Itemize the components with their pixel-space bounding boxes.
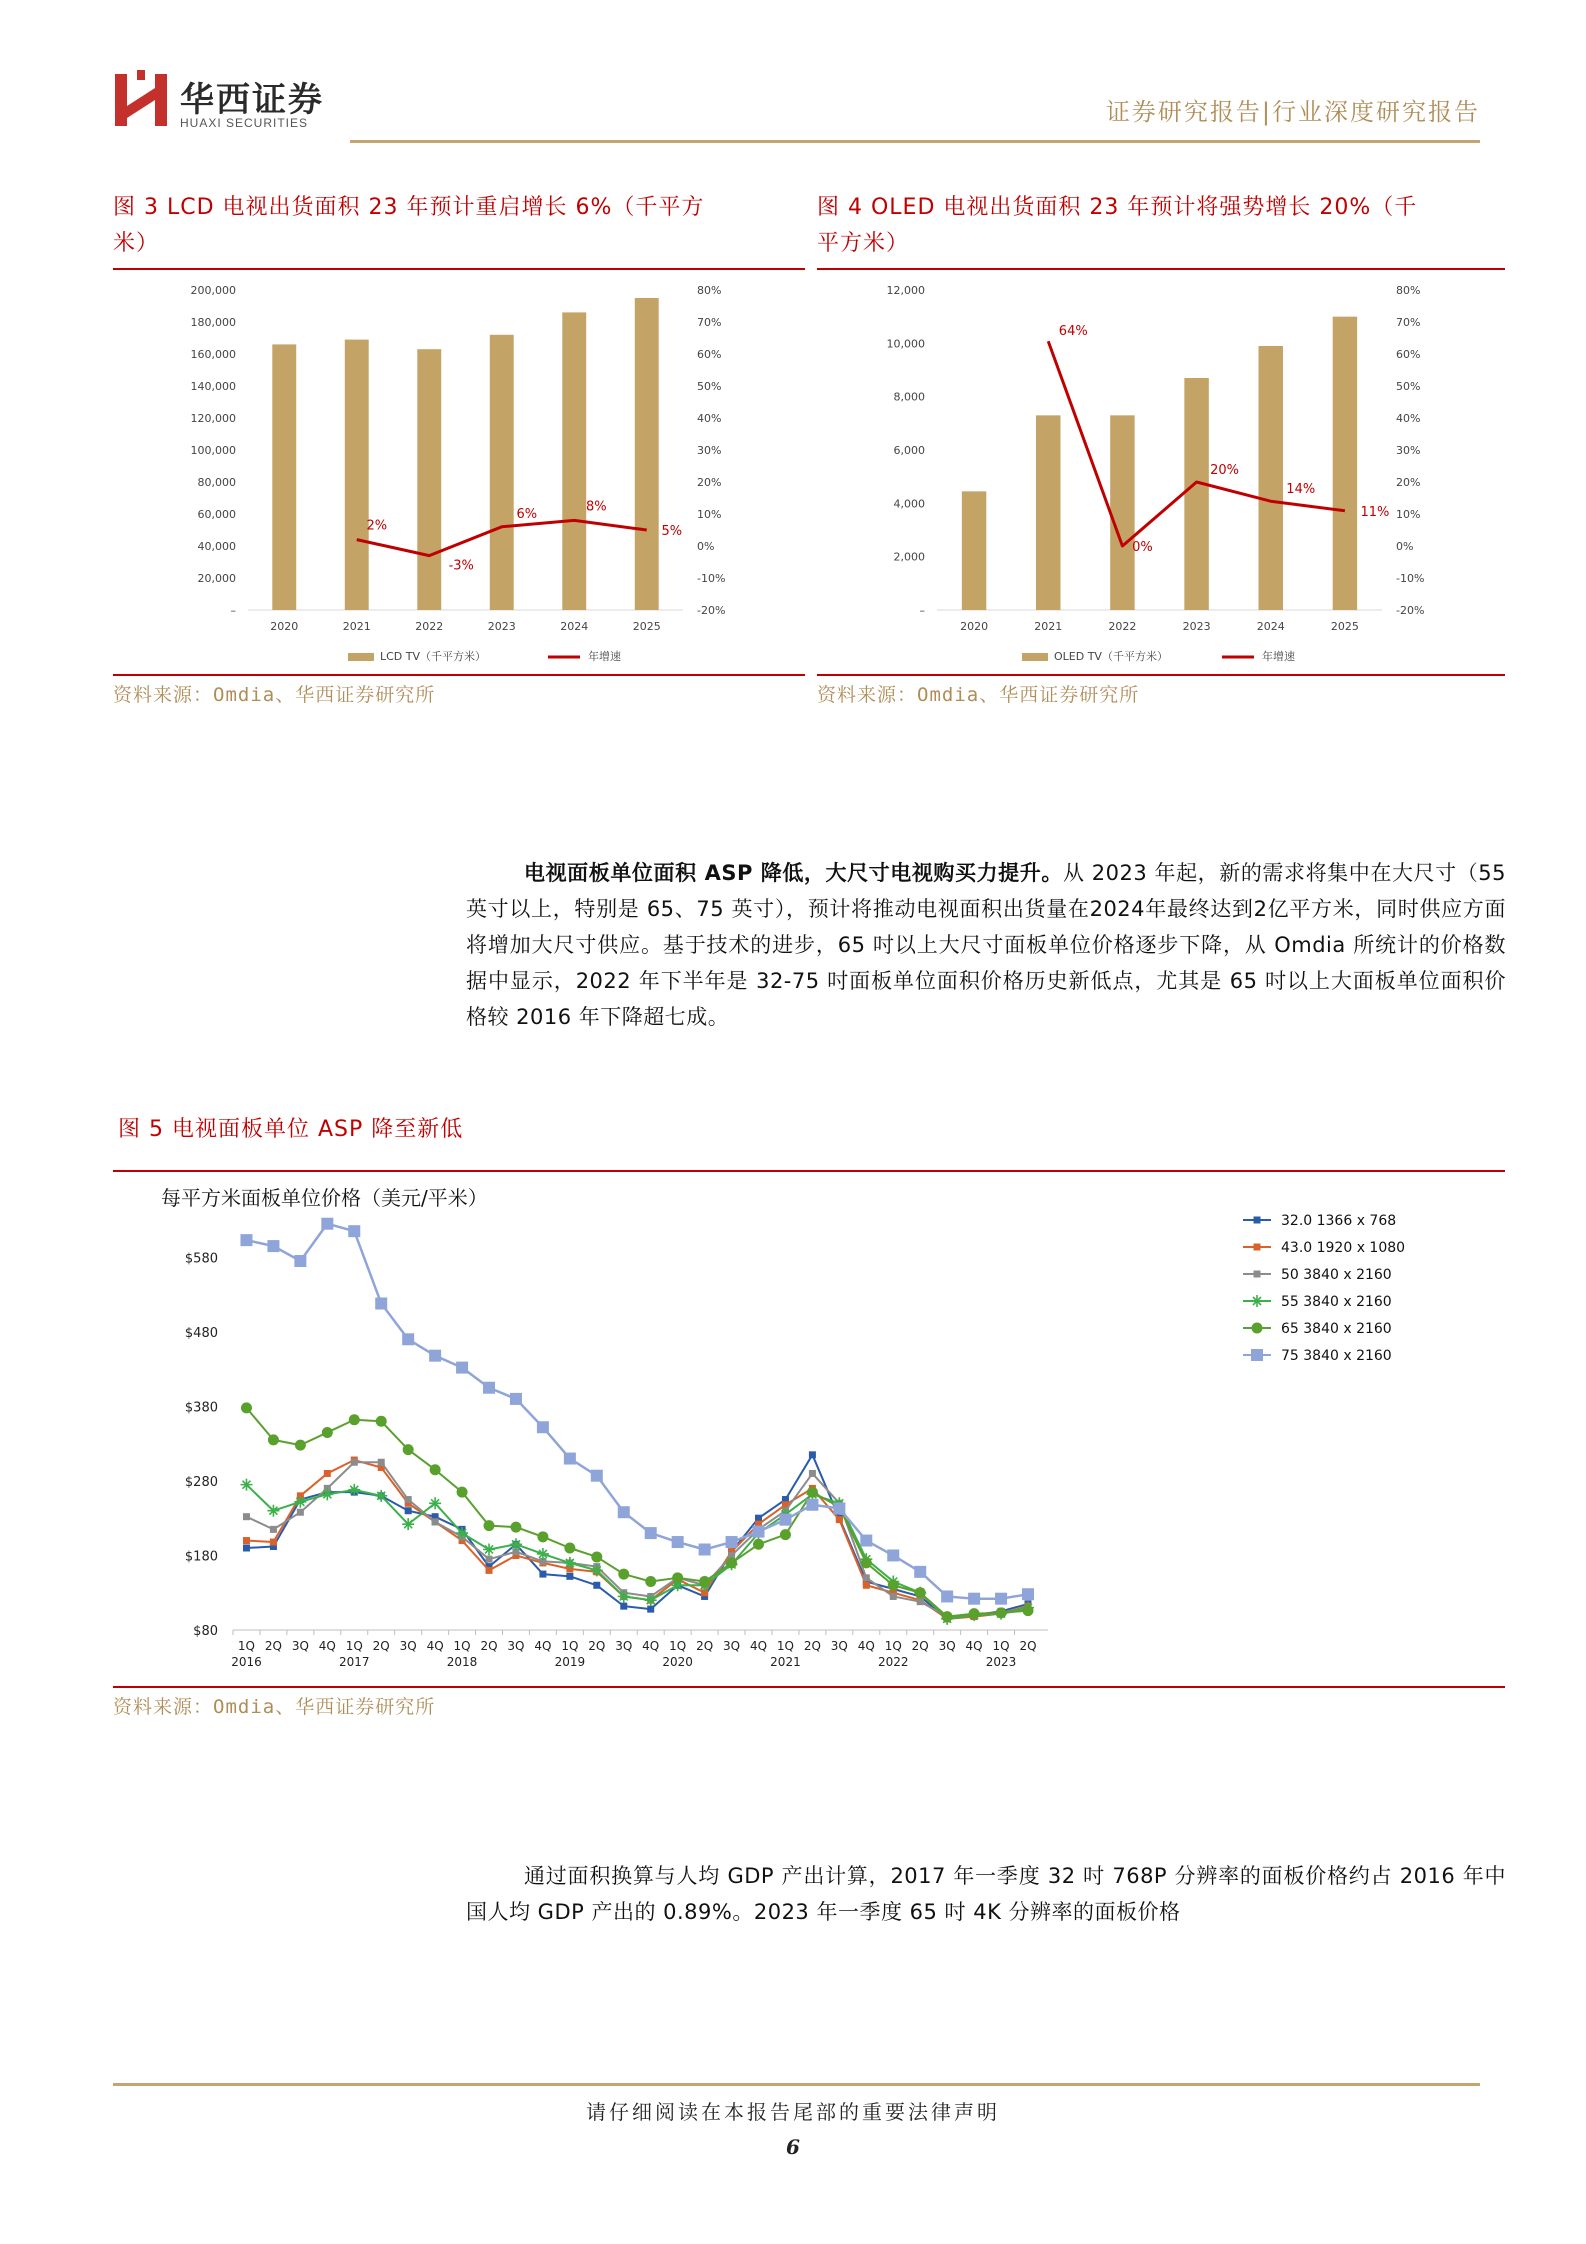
- bar: [417, 349, 441, 610]
- series-marker: [755, 1515, 762, 1522]
- y-right-tick-label: 80%: [1396, 284, 1421, 297]
- y-right-tick-label: 70%: [697, 316, 722, 329]
- y-left-tick-label: 140,000: [190, 380, 236, 393]
- series-marker: [809, 1470, 816, 1477]
- series-marker: [483, 1382, 495, 1394]
- series-marker: [888, 1580, 899, 1591]
- series-marker: [375, 1297, 387, 1309]
- x-year-label: 2023: [985, 1655, 1017, 1669]
- x-tick-label: 3Q: [723, 1639, 741, 1653]
- series-marker: [351, 1459, 358, 1466]
- series-marker: [995, 1593, 1007, 1605]
- x-tick-label: 2021: [342, 620, 371, 633]
- growth-data-label: 8%: [585, 499, 607, 515]
- legend-label: 50 3840 x 2160: [1281, 1267, 1392, 1283]
- figure3-title: [113, 190, 813, 262]
- series-line: [246, 1224, 1028, 1599]
- huaxi-logo-icon: [113, 70, 169, 130]
- x-tick-label: 3Q: [938, 1639, 956, 1653]
- y-left-tick-label: 40,000: [197, 540, 236, 553]
- page-number: 6: [786, 2135, 800, 2159]
- series-marker: [860, 1535, 872, 1547]
- series-marker: [294, 1255, 306, 1267]
- x-tick-label: 1Q: [561, 1639, 579, 1653]
- series-marker: [620, 1603, 627, 1610]
- x-tick-label: 1Q: [453, 1639, 471, 1653]
- series-marker: [591, 1470, 603, 1482]
- y-right-tick-label: 50%: [697, 380, 722, 393]
- growth-data-label: 0%: [1132, 540, 1153, 555]
- x-tick-label: 2020: [270, 620, 299, 633]
- series-marker: [403, 1444, 414, 1455]
- x-tick-label: 2Q: [264, 1639, 282, 1653]
- series-marker: [753, 1539, 764, 1550]
- y-right-tick-label: -20%: [697, 604, 726, 617]
- x-year-label: 2017: [338, 1655, 370, 1669]
- x-tick-label: 3Q: [399, 1639, 417, 1653]
- series-marker: [863, 1582, 870, 1589]
- y-right-tick-label: -20%: [1396, 604, 1425, 617]
- growth-data-label: 14%: [1286, 482, 1316, 498]
- series-marker: [593, 1582, 600, 1589]
- paragraph-asp-lead: 电视面板单位面积 ASP 降低，大尺寸电视购买力提升。: [524, 861, 1063, 885]
- y-left-tick-label: –: [919, 604, 925, 617]
- y-tick-label: $280: [184, 1474, 218, 1490]
- x-tick-label: 1Q: [992, 1639, 1010, 1653]
- series-marker: [996, 1607, 1007, 1618]
- series-marker: [1254, 1271, 1261, 1278]
- series-marker: [321, 1488, 333, 1500]
- series-marker: [270, 1526, 277, 1533]
- series-marker: [917, 1598, 924, 1605]
- asp-chart-title: 每平方米面板单位价格（美元/平米）: [161, 1186, 488, 1210]
- x-tick-label: 1Q: [345, 1639, 363, 1653]
- series-marker: [618, 1569, 629, 1580]
- x-tick-label: 2Q: [1019, 1639, 1037, 1653]
- legend-label: 65 3840 x 2160: [1281, 1321, 1392, 1337]
- x-tick-label: 2Q: [588, 1639, 606, 1653]
- legend-bar-swatch: [1022, 653, 1048, 661]
- x-tick-label: 2023: [1182, 620, 1211, 633]
- series-marker: [968, 1593, 980, 1605]
- lcd-chart: [113, 275, 805, 665]
- series-marker: [322, 1427, 333, 1438]
- series-marker: [1254, 1244, 1261, 1251]
- x-tick-label: 2Q: [372, 1639, 390, 1653]
- y-right-tick-label: 20%: [1396, 476, 1421, 489]
- series-marker: [268, 1434, 279, 1445]
- x-year-label: 2022: [877, 1655, 909, 1669]
- series-marker: [726, 1557, 737, 1568]
- series-marker: [405, 1507, 412, 1514]
- series-marker: [1254, 1217, 1261, 1224]
- bar: [1110, 415, 1134, 610]
- x-tick-label: 1Q: [669, 1639, 687, 1653]
- series-marker: [429, 1350, 441, 1362]
- series-marker: [726, 1536, 738, 1548]
- x-tick-label: 2024: [1256, 620, 1285, 633]
- series-marker: [566, 1573, 573, 1580]
- y-right-tick-label: -10%: [1396, 572, 1425, 585]
- legend-line-label: 年增速: [1262, 650, 1295, 663]
- series-marker: [915, 1587, 926, 1598]
- x-tick-label: 2022: [1108, 620, 1137, 633]
- series-marker: [486, 1567, 493, 1574]
- growth-data-label: 5%: [661, 524, 683, 539]
- y-right-tick-label: 80%: [697, 284, 722, 297]
- series-marker: [484, 1520, 495, 1531]
- figure5-bottom-rule: [113, 1686, 1505, 1688]
- growth-data-label: 6%: [516, 506, 538, 522]
- y-left-tick-label: 120,000: [190, 412, 236, 425]
- y-left-tick-label: 20,000: [197, 572, 236, 585]
- growth-data-label: 20%: [1210, 463, 1240, 478]
- growth-data-label: 2%: [366, 518, 388, 534]
- series-marker: [1252, 1323, 1263, 1334]
- series-marker: [321, 1218, 333, 1230]
- series-marker: [699, 1543, 711, 1555]
- growth-data-label: -3%: [448, 558, 474, 574]
- y-left-tick-label: 6,000: [893, 444, 925, 457]
- series-marker: [806, 1499, 818, 1511]
- series-line: [246, 1485, 1028, 1619]
- y-left-tick-label: 180,000: [190, 316, 236, 329]
- legend-label: 43.0 1920 x 1080: [1281, 1240, 1406, 1256]
- x-tick-label: 2021: [1034, 620, 1063, 633]
- bar: [272, 344, 296, 610]
- x-tick-label: 2025: [632, 620, 661, 633]
- series-marker: [914, 1566, 926, 1578]
- series-marker: [483, 1543, 495, 1555]
- figure4-title-line1: 图 4 OLED 电视出货面积 23 年预计将强势增长 20%（千: [817, 195, 1418, 220]
- y-right-tick-label: 20%: [697, 476, 722, 489]
- y-tick-label: $80: [193, 1624, 218, 1639]
- x-year-label: 2020: [662, 1655, 693, 1669]
- y-right-tick-label: 70%: [1396, 316, 1421, 329]
- y-left-tick-label: 100,000: [190, 444, 236, 457]
- x-tick-label: 3Q: [615, 1639, 633, 1653]
- series-marker: [537, 1548, 549, 1560]
- y-tick-label: $480: [184, 1325, 218, 1341]
- series-marker: [537, 1531, 548, 1542]
- series-marker: [941, 1590, 953, 1602]
- series-marker: [432, 1518, 439, 1525]
- series-marker: [295, 1440, 306, 1451]
- series-line: [246, 1408, 1028, 1617]
- figure4-bottom-rule: [817, 674, 1505, 676]
- growth-data-label: 64%: [1058, 324, 1088, 340]
- bar: [1333, 317, 1357, 610]
- logo-text-en: HUAXI SECURITIES: [180, 116, 309, 130]
- header-rule: [350, 140, 1480, 143]
- series-marker: [1251, 1295, 1263, 1307]
- series-marker: [241, 1402, 252, 1413]
- x-tick-label: 2Q: [480, 1639, 498, 1653]
- y-right-tick-label: -10%: [697, 572, 726, 585]
- series-marker: [270, 1539, 277, 1546]
- paragraph-gdp: 通过面积换算与人均 GDP 产出计算，2017 年一季度 32 吋 768P 分辨率的面板价格约占 2016 年中国人均 GDP 产出的 0.89%。2023 年一季度 65 吋 4K 分辨率的面板价格: [466, 1864, 1506, 1924]
- figure5-top-rule: [113, 1170, 1505, 1172]
- series-marker: [405, 1496, 412, 1503]
- y-right-tick-label: 50%: [1396, 380, 1421, 393]
- series-marker: [887, 1549, 899, 1561]
- legend-label: 55 3840 x 2160: [1281, 1294, 1392, 1310]
- series-marker: [780, 1529, 791, 1540]
- series-marker: [942, 1611, 953, 1622]
- y-left-tick-label: 10,000: [886, 337, 925, 351]
- series-marker: [349, 1414, 360, 1425]
- x-year-label: 2016: [231, 1655, 262, 1669]
- series-marker: [510, 1393, 522, 1405]
- series-marker: [645, 1527, 657, 1539]
- series-marker: [863, 1574, 870, 1581]
- series-marker: [647, 1606, 654, 1613]
- x-tick-label: 3Q: [830, 1639, 848, 1653]
- bar: [635, 298, 659, 610]
- series-marker: [510, 1522, 521, 1533]
- figure3-title-line2: 米）: [113, 231, 160, 256]
- x-tick-label: 4Q: [965, 1639, 983, 1653]
- series-marker: [969, 1608, 980, 1619]
- series-marker: [861, 1557, 872, 1568]
- figure3-source: 资料来源：Omdia、华西证券研究所: [113, 684, 436, 706]
- series-marker: [539, 1571, 546, 1578]
- y-left-tick-label: 2,000: [893, 550, 925, 564]
- legend-line-label: 年增速: [588, 650, 621, 663]
- series-marker: [833, 1502, 845, 1514]
- x-tick-label: 4Q: [857, 1639, 875, 1653]
- x-tick-label: 4Q: [642, 1639, 660, 1653]
- report-type: 证券研究报告|行业深度研究报告: [1105, 98, 1480, 126]
- y-right-tick-label: 60%: [697, 348, 722, 361]
- logo: [113, 70, 169, 130]
- bar: [1184, 378, 1208, 610]
- series-marker: [243, 1537, 250, 1544]
- bar: [1259, 346, 1283, 610]
- footer-rule: [113, 2083, 1480, 2086]
- x-tick-label: 4Q: [749, 1639, 768, 1653]
- series-marker: [591, 1551, 602, 1562]
- y-left-tick-label: 8,000: [893, 390, 925, 404]
- y-right-tick-label: 60%: [1396, 348, 1421, 361]
- legend-bar-label: LCD TV（千平方米）: [380, 650, 487, 663]
- bar: [345, 340, 369, 610]
- y-left-tick-label: 160,000: [190, 348, 236, 361]
- series-marker: [753, 1526, 765, 1538]
- series-marker: [836, 1516, 843, 1523]
- logo-text-cn: 华西证券: [180, 80, 324, 120]
- legend-bar-swatch: [348, 653, 374, 661]
- paragraph-asp: [466, 855, 1506, 1035]
- x-tick-label: 2023: [487, 620, 516, 633]
- series-marker: [486, 1556, 493, 1563]
- series-marker: [456, 1362, 468, 1374]
- figure4-title: [817, 190, 1517, 262]
- x-year-label: 2019: [554, 1655, 586, 1669]
- x-tick-label: 2025: [1330, 620, 1359, 633]
- x-year-label: 2018: [446, 1655, 478, 1669]
- y-left-tick-label: 60,000: [197, 508, 236, 521]
- x-tick-label: 2024: [560, 620, 589, 633]
- series-marker: [376, 1416, 387, 1427]
- series-marker: [457, 1487, 468, 1498]
- x-tick-label: 2Q: [696, 1639, 714, 1653]
- x-tick-label: 4Q: [534, 1639, 552, 1653]
- y-right-tick-label: 40%: [697, 412, 722, 425]
- y-tick-label: $580: [184, 1251, 218, 1267]
- x-tick-label: 3Q: [291, 1639, 309, 1653]
- figure4-title-line2: 平方米）: [817, 231, 910, 256]
- figure5-source: 资料来源：Omdia、华西证券研究所: [113, 1696, 436, 1718]
- y-right-tick-label: 30%: [1396, 444, 1421, 457]
- series-marker: [348, 1225, 360, 1237]
- series-marker: [807, 1487, 818, 1498]
- bar: [962, 491, 986, 610]
- x-tick-label: 2020: [960, 620, 989, 633]
- y-left-tick-label: 80,000: [197, 476, 236, 489]
- x-tick-label: 1Q: [776, 1639, 795, 1653]
- asp-chart: [113, 1175, 1505, 1680]
- bar: [562, 312, 586, 610]
- series-marker: [402, 1333, 414, 1345]
- series-marker: [890, 1593, 897, 1600]
- x-tick-label: 2Q: [803, 1639, 821, 1653]
- y-tick-label: $380: [184, 1400, 218, 1416]
- legend-bar-label: OLED TV（千平方米）: [1054, 650, 1168, 663]
- series-marker: [537, 1421, 549, 1433]
- y-left-tick-label: 4,000: [893, 497, 925, 511]
- series-marker: [672, 1572, 683, 1583]
- y-right-tick-label: 0%: [697, 540, 715, 553]
- series-marker: [1022, 1588, 1034, 1600]
- series-marker: [618, 1506, 630, 1518]
- series-marker: [348, 1484, 360, 1496]
- y-left-tick-label: 200,000: [190, 284, 236, 297]
- series-marker: [430, 1464, 441, 1475]
- series-marker: [243, 1513, 250, 1520]
- legal-notice: 请仔细阅读在本报告尾部的重要法律声明: [586, 2100, 1000, 2124]
- x-tick-label: 2Q: [911, 1639, 929, 1653]
- series-marker: [243, 1545, 250, 1552]
- series-marker: [267, 1240, 279, 1252]
- y-left-tick-label: –: [230, 604, 236, 617]
- legend-label: 32.0 1366 x 768: [1281, 1213, 1397, 1229]
- series-marker: [645, 1576, 656, 1587]
- figure4-top-rule: [817, 268, 1505, 270]
- bar: [1036, 415, 1060, 610]
- series-marker: [1023, 1605, 1034, 1616]
- x-tick-label: 3Q: [507, 1639, 525, 1653]
- x-tick-label: 2022: [415, 620, 444, 633]
- legend-label: 75 3840 x 2160: [1281, 1348, 1392, 1364]
- figure3-top-rule: [113, 268, 805, 270]
- oled-chart: [817, 275, 1505, 665]
- paragraph-asp-body: 从 2023 年起，新的需求将集中在大尺寸（55 英寸以上，特别是 65、75 英寸），预计将推动电视面积出货量在2024年最终达到2亿平方米，同时供应方面将增加大尺寸供应。基于技术的进步，65 吋以上大尺寸面板单位价格逐步下降，从 Omdia 所统计的价格数据中显示，2022 年下半年是 32-75 吋面板单位面积价格历史新低点，尤其是 65 吋以上大面板单位面积价格较 2016 年下降超七成。: [466, 861, 1507, 1029]
- growth-data-label: 11%: [1360, 504, 1390, 520]
- figure3-bottom-rule: [113, 674, 805, 676]
- y-right-tick-label: 10%: [1396, 508, 1421, 521]
- series-marker: [1251, 1349, 1263, 1361]
- x-tick-label: 1Q: [237, 1639, 256, 1653]
- y-left-tick-label: 12,000: [886, 284, 925, 297]
- series-marker: [378, 1459, 385, 1466]
- x-tick-label: 4Q: [426, 1639, 444, 1653]
- series-marker: [297, 1509, 304, 1516]
- series-marker: [564, 1543, 575, 1554]
- y-right-tick-label: 30%: [697, 444, 722, 457]
- y-tick-label: $180: [184, 1549, 218, 1565]
- y-right-tick-label: 10%: [697, 508, 722, 521]
- series-marker: [672, 1536, 684, 1548]
- y-right-tick-label: 0%: [1396, 540, 1414, 553]
- figure4-source: 资料来源：Omdia、华西证券研究所: [817, 684, 1140, 706]
- x-tick-label: 1Q: [884, 1639, 902, 1653]
- series-marker: [779, 1514, 791, 1526]
- series-marker: [240, 1234, 252, 1246]
- y-right-tick-label: 40%: [1396, 412, 1421, 425]
- bar: [490, 335, 514, 610]
- figure5-title: 图 5 电视面板单位 ASP 降至新低: [118, 1117, 464, 1142]
- x-tick-label: 4Q: [318, 1639, 336, 1653]
- series-marker: [324, 1470, 331, 1477]
- series-marker: [699, 1576, 710, 1587]
- series-marker: [564, 1453, 576, 1465]
- figure3-title-line1: 图 3 LCD 电视出货面积 23 年预计重启增长 6%（千平方: [113, 195, 705, 220]
- x-year-label: 2021: [770, 1655, 801, 1669]
- series-marker: [809, 1451, 816, 1458]
